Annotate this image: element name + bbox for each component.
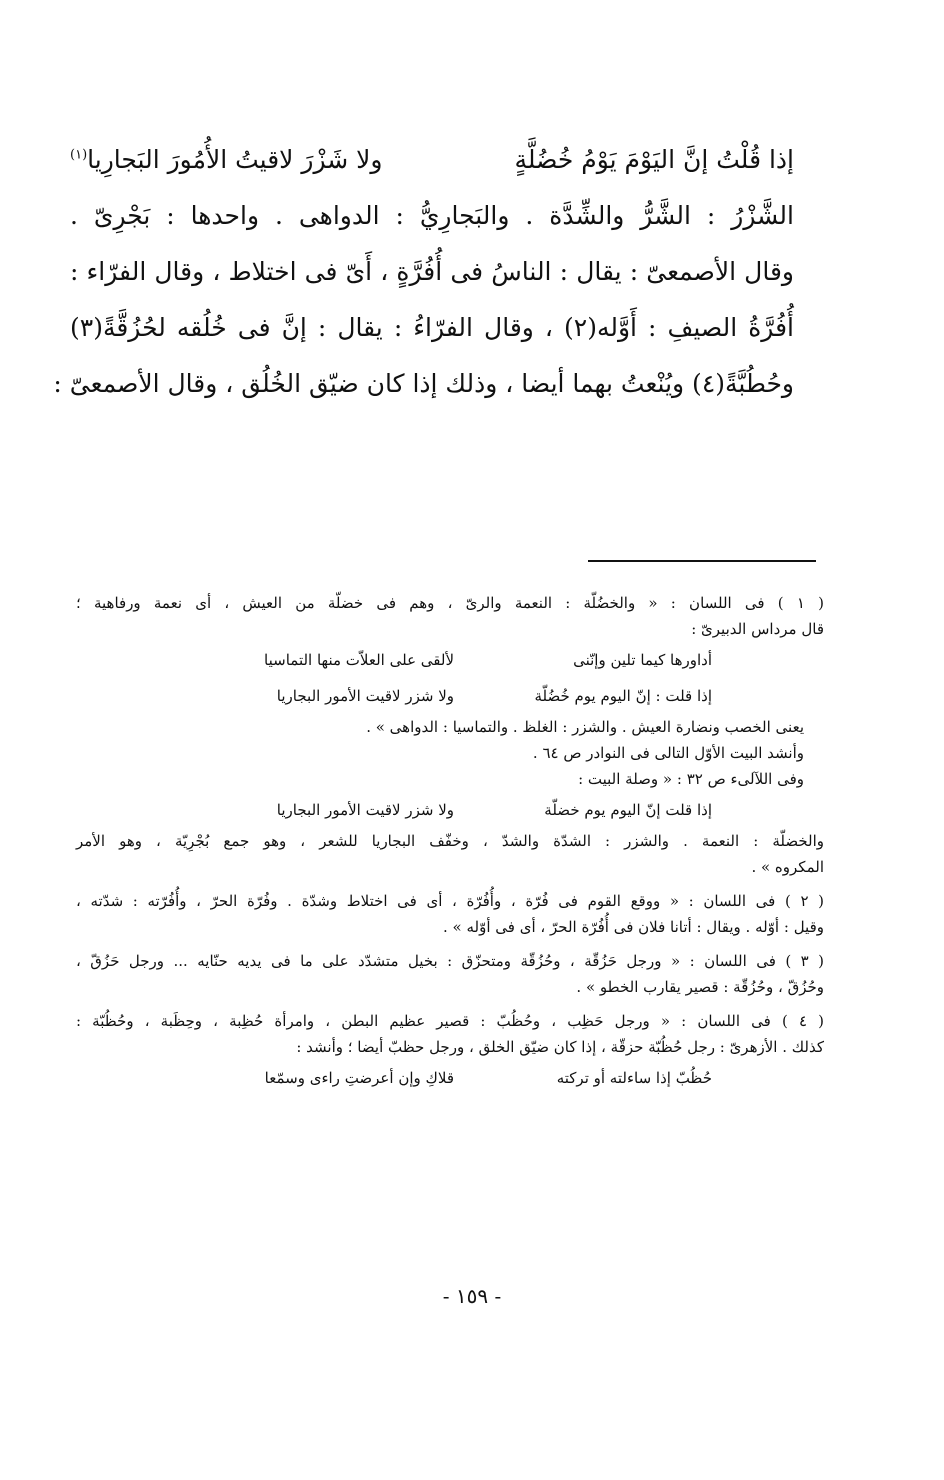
main-text xyxy=(53,140,794,420)
footnote-1-line-1: ( ١ ) فى اللسان : « والخضُلّة : النعمة والرىّ ، وهم فى خضلّة من العيش ، أى نعمة ورفاهية ؛ xyxy=(76,594,824,612)
footnote-4 xyxy=(76,1008,824,1096)
footnote-1-line-5: وفى اللآلىء ص ٣٢ : « وصلة البيت : xyxy=(578,770,804,788)
text-line-1: الشَّزْرُ : الشَّرُّ والشِّدَّة . والبَجارِيُّ : الدواهى . واحدها : بَجْرِىّ . xyxy=(70,201,794,230)
footnote-1-verse-3: إذا قلت إنّ اليوم يوم خضلّة ولا شزر لاقيت الأمور البجاريا xyxy=(276,801,712,819)
page-number: - ١٥٩ - xyxy=(442,1284,502,1308)
text-line-2: وقال الأصمعىّ : يقال : الناسُ فى أُفُرَّةٍ ، أَىّ فى اختلاط ، وقال الفرّاء : xyxy=(70,257,794,286)
footnote-2 xyxy=(76,888,824,940)
footnote-4-verse: حُظُبّ إذا ساءلته أو تركته قلاكِ وإن أعرضتِ راءى وسمّعا xyxy=(264,1069,712,1087)
footnote-3 xyxy=(76,948,824,1000)
footnote-3-line-1: ( ٣ ) فى اللسان : « ورجل حَزُقّة ، وحُزُقّة ومتحزّق : بخيل متشدّد على ما فى يديه حنّايه ... ورجل حَزُقّ ، xyxy=(76,952,824,970)
footnotes xyxy=(76,590,824,1096)
footnote-1-line-7: المكروه » . xyxy=(751,858,824,876)
footnote-2-line-1: ( ٢ ) فى اللسان : « ووقع القوم فى فُرّة ، وأُفُرّة ، أى فى اختلاط وشدّة . وفُرّة الحرّ ، وأُفُرّته : شدّته ، xyxy=(76,892,825,910)
footnote-3-line-2: وحُزُقّ ، وحُزُقّة : قصير يقارب الخطو » . xyxy=(576,978,824,996)
text-line-3: أُفُرَّةُ الصيفِ : أَوَّله(٢) ، وقال الفرّاءُ : يقال : إنَّ فى خُلُقه لحُزُقَّةً(٣) xyxy=(70,313,794,342)
footnote-ref-1: (١) xyxy=(70,147,88,163)
footnote-1-line-4: وأنشد البيت الأوّل التالى فى النوادر ص ٦٤ . xyxy=(532,744,804,762)
footnote-1 xyxy=(76,590,824,880)
footnote-1-verse-1: أداورها كيما تلين وإنّنى لألقى على العلاّت منها التماسيا xyxy=(264,651,712,669)
footnote-1-verse-2: إذا قلت : إنّ اليوم يوم خُضُلّة ولا شزر لاقيت الأمور البجاريا xyxy=(276,687,712,705)
footnote-1-line-3: يعنى الخصب ونضارة العيش . والشزر : الغلظ . والتماسيا : الدواهى » . xyxy=(366,718,804,736)
footnote-1-line-2: قال مرداس الدبيرىّ : xyxy=(691,620,824,638)
verse-hemistich-2: ولا شَزْرَ لاقيتُ الأُمُورَ البَجارِيا$^{(١)}$ xyxy=(70,145,383,174)
footnote-4-line-2: كذلك . الأزهرىّ : رجل حُظُبّة حزقّة ، إذا كان ضيّق الخلق ، ورجل حظبّ أيضا ؛ وأنشد : xyxy=(296,1038,824,1056)
footnote-4-line-1: ( ٤ ) فى اللسان : « ورجل حَظِب ، وحُظُبّ : قصير عظيم البطن ، وامرأة حُظِبة ، وحِظَبة ، وحُظُبّة : xyxy=(76,1012,824,1030)
footnote-2-line-2: وقيل : أوّله . ويقال : أتانا فلان فى أُفُرّة الحرّ ، أى فى أوّله » . xyxy=(443,918,824,936)
footnote-separator xyxy=(588,560,816,562)
verse-hemistich-1: إذا قُلْتُ إنَّ اليَوْمَ يَوْمُ خُضُلَّةٍ xyxy=(514,145,794,174)
footnote-1-line-6: والخضلّة : النعمة . والشزر : الشدّة والشدّ ، وخفّف البجاريا للشعر ، وهو جمع بُجْرِيّة ، وهو الأمر xyxy=(76,832,824,850)
text-line-4: وحُطُبَّةً(٤) ويُنْعتُ بهما أيضا ، وذلك إذا كان ضيّق الخُلُق ، وقال الأصمعىّ : xyxy=(53,369,794,398)
poem-verse xyxy=(70,140,794,180)
